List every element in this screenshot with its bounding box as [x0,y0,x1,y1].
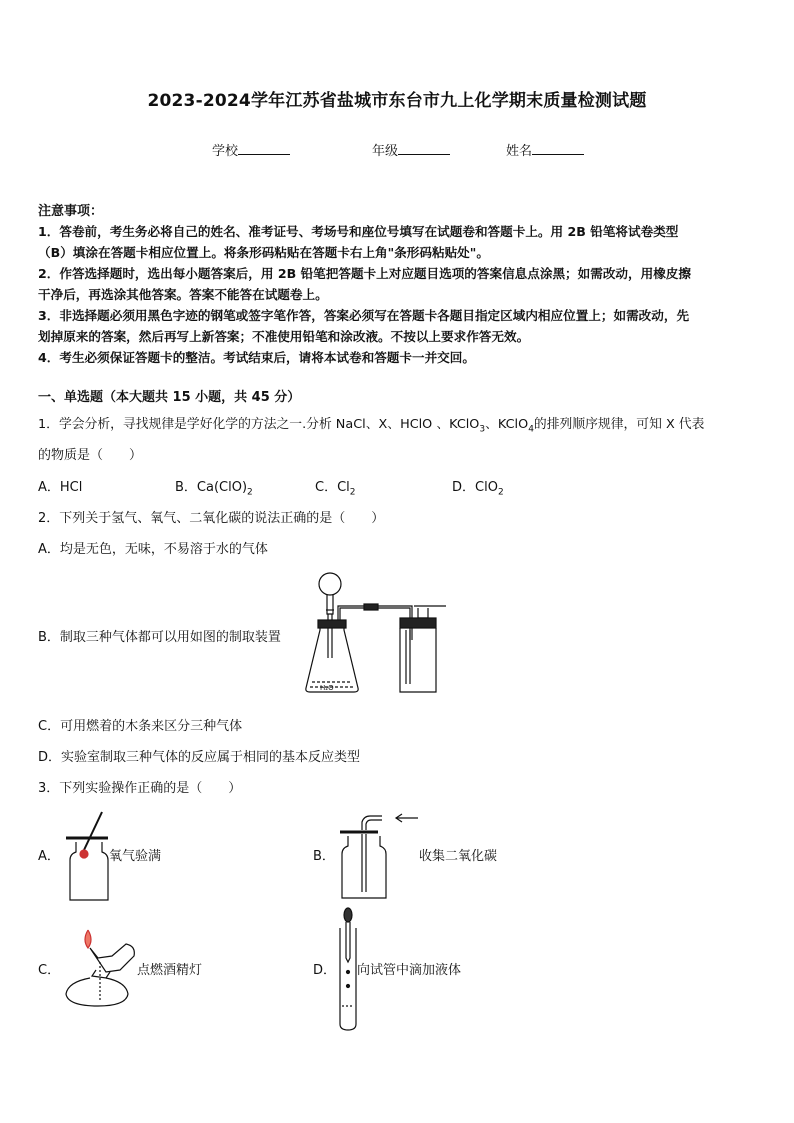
q1-option-b: B．$Ca(ClO)_2$ [175,480,253,498]
note-3a: 3．非选择题必须用黑色字迹的钢笔或签字笔作答，答案必须写在答题卡各题目指定区域内相应位置上；如需改动，先 [38,308,690,323]
q3-option-b-letter: B． [313,849,335,864]
q1-option-d: D．ClO$_2$ [452,480,504,498]
note-4: 4．考生必须保证答题卡的整洁。考试结束后，请将本试卷和答题卡一并交回。 [38,350,475,365]
note-1a: 1．答卷前，考生务必将自己的姓名、准考证号、考场号和座位号填写在试题卷和答题卡上。用 2B 铅笔将试卷类型 [38,224,679,239]
name-field [506,140,584,159]
grade-field [372,140,450,159]
q1-option-c: C．$Cl_2$ [315,480,356,498]
q2-option-a: A．均是无色，无味，不易溶于水的气体 [38,542,268,557]
q3-option-a-letter: A． [38,849,60,864]
q3-stem: 3．下列实验操作正确的是（ ） [38,781,242,796]
q3-option-d-letter: D． [313,963,337,978]
q2-stem: 2．下列关于氢气、氧气、二氧化碳的说法正确的是（ ） [38,511,385,526]
note-2b: 干净后，再选涂其他答案。答案不能答在试题卷上。 [38,287,328,302]
name-blank [532,140,584,155]
note-3b: 划掉原来的答案，然后再写上新答案；不准使用铅笔和涂改液。不按以上要求作答无效。 [38,329,530,344]
school-blank [238,140,290,155]
oxygen-test-figure [62,810,114,904]
q3-option-c-letter: C． [38,963,61,978]
q2-option-c: C．可用燃着的木条来区分三种气体 [38,719,243,734]
page-title: 2023-2024学年江苏省盐城市东台市九上化学期末质量检测试题 [147,91,647,111]
gas-generation-apparatus-figure [300,570,450,696]
q3-option-a-text: 氧气验满 [109,849,162,864]
name-label: 姓名 [506,144,533,159]
q1-stem: 1．学会分析，寻找规律是学好化学的方法之一.分析 NaCl、X、HClO 、KClO$_3$、KClO$_4$的排列顺序规律，可知 X 代表 [38,417,705,435]
section-heading: 一、单选题（本大题共 15 小题，共 45 分） [38,390,301,405]
alcohol-lamp-figure [60,926,142,1010]
grade-label: 年级 [372,144,399,159]
grade-blank [398,140,450,155]
q2-option-d: D．实验室制取三种气体的反应属于相同的基本反应类型 [38,750,361,765]
collect-co2-figure [336,812,426,902]
q1-stem-cont: 的物质是（ ） [38,448,143,463]
notes-heading: 注意事项： [38,204,104,219]
note-1b: （B）填涂在答题卡相应位置上。将条形码粘贴在答题卡右上角"条形码粘贴处"。 [38,245,489,260]
note-2a: 2．作答选择题时，选出每小题答案后，用 2B 铅笔把答题卡上对应题目选项的答案信息点涂黑；如需改动，用橡皮擦 [38,266,691,281]
q3-option-b-text: 收集二氧化碳 [419,849,498,864]
q3-option-d-text: 向试管中滴加液体 [357,963,462,978]
school-field [212,140,290,159]
svg-text:H₂O: H₂O [320,684,334,692]
q1-option-a: A．HCl [38,480,83,495]
q2-option-b: B．制取三种气体都可以用如图的制取装置 [38,630,281,645]
school-label: 学校 [212,144,239,159]
q3-option-c-text: 点燃酒精灯 [137,963,203,978]
